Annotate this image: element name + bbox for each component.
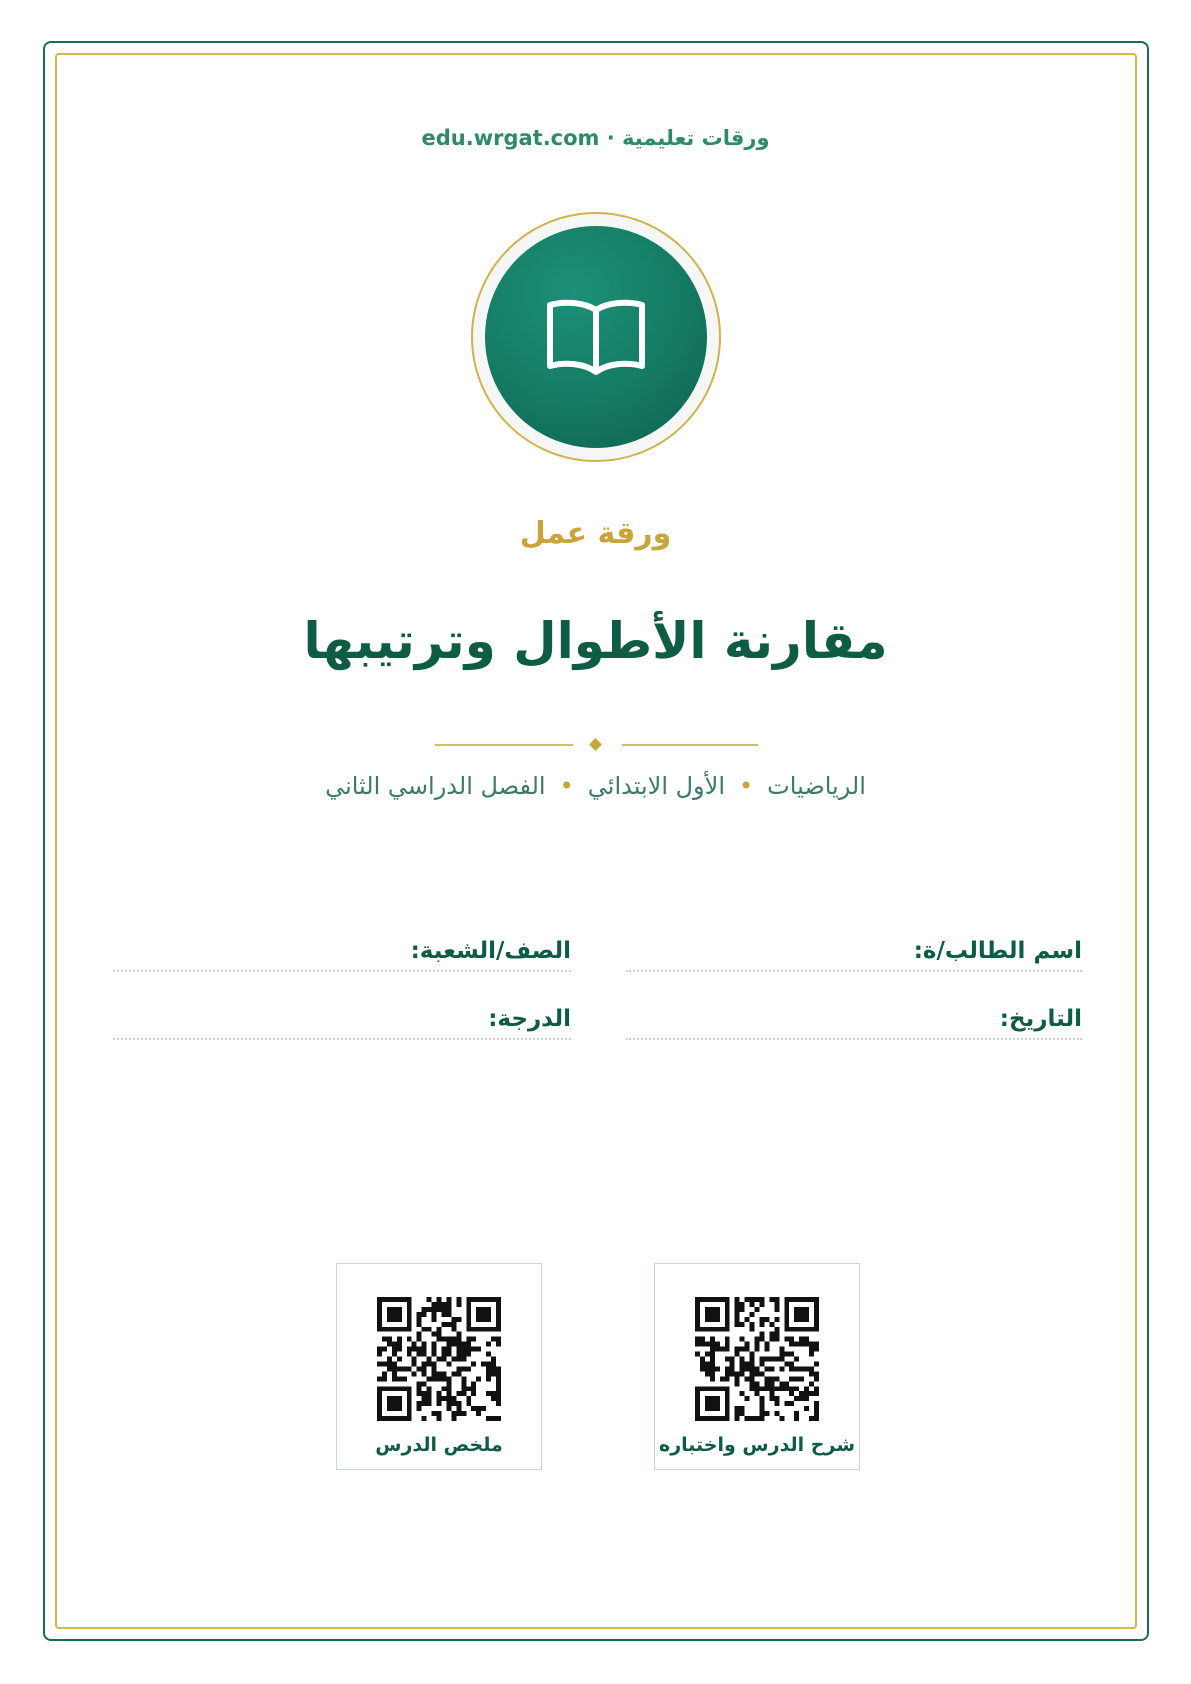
qr-code-icon: [695, 1297, 819, 1421]
qr-card-lesson-explanation[interactable]: [654, 1263, 860, 1470]
open-book-icon: [546, 296, 646, 378]
meta-term: الفصل الدراسي الثاني: [325, 772, 546, 800]
meta-separator: •: [559, 772, 574, 800]
qr-card-lesson-summary[interactable]: [336, 1263, 542, 1470]
qr-code-icon: [377, 1297, 501, 1421]
lesson-meta: [0, 772, 1191, 800]
divider-line-right: [622, 744, 758, 746]
worksheet-kicker: ورقة عمل: [519, 516, 672, 551]
meta-separator: •: [739, 772, 754, 800]
meta-subject: الرياضيات: [767, 772, 866, 800]
qr-label-lesson-summary: ملخص الدرس: [375, 1434, 503, 1456]
meta-grade: الأول الابتدائي: [587, 772, 726, 800]
badge-circle: [485, 226, 707, 448]
qr-label-lesson-explanation: شرح الدرس واختباره: [658, 1434, 856, 1456]
grade-score-field[interactable]: الدرجة:: [113, 1006, 571, 1040]
divider-line-left: [435, 744, 573, 746]
page-title: مقارنة الأطوال وترتيبها: [303, 612, 888, 670]
date-field[interactable]: التاريخ:: [626, 1006, 1082, 1040]
student-name-field[interactable]: اسم الطالب/ة:: [626, 938, 1082, 972]
site-credit: ورقات تعليمية · edu.wrgat.com: [421, 126, 770, 150]
class-section-field[interactable]: الصف/الشعبة:: [113, 938, 571, 972]
